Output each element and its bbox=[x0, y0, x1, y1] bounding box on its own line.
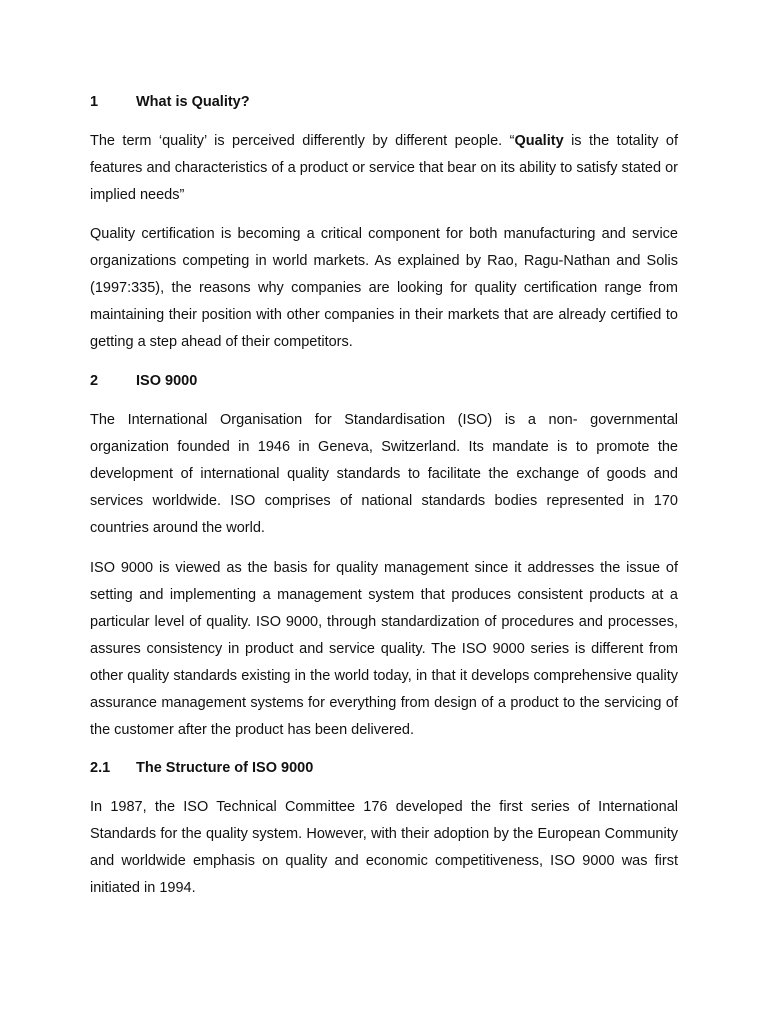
paragraph-quality-definition bbox=[90, 128, 678, 209]
section-heading-1 bbox=[90, 94, 250, 110]
definition-rest: is the totality of features and characteristics of a product or service that bear on its ability to satisfy stated or implied needs” bbox=[90, 133, 678, 203]
section-heading-2-1 bbox=[90, 760, 313, 776]
paragraph-certification: Quality certification is becoming a critical component for both manufacturing and service organizations competing in world markets. As explained by Rao, Ragu-Nathan and Solis (1997:335), the reasons why companies are looking for quality certification range from maintaining their position with other companies in their markets that are already certified to getting a step ahead of their competitors. bbox=[90, 226, 678, 350]
section-title: ISO 9000 bbox=[136, 373, 198, 389]
section-number: 2 bbox=[90, 373, 99, 389]
paragraph-iso-structure: In 1987, the ISO Technical Committee 176 developed the first series of International Standards for the quality system. However, with their adoption by the European Community and worldwide emphasis on quality and economic competitiveness, ISO 9000 was first initiated in 1994. bbox=[90, 799, 678, 896]
section-heading-2 bbox=[90, 373, 197, 389]
definition-term: Quality bbox=[514, 133, 564, 149]
section-number: 1 bbox=[90, 94, 99, 110]
paragraph-iso-organisation: The International Organisation for Standardisation (ISO) is a non- governmental organization founded in 1946 in Geneva, Switzerland. Its mandate is to promote the development of international quality standards to facilitate the exchange of goods and services worldwide. ISO comprises of national standards bodies represented in 170 countries around the world. bbox=[90, 412, 678, 536]
paragraph-iso-9000-basis: ISO 9000 is viewed as the basis for quality management since it addresses the issue of setting and implementing a management system that produces consistent products at a particular level of quality. ISO 9000, through standardization of procedures and processes, assures consistency in product and service quality. The ISO 9000 series is different from other quality standards existing in the world today, in that it develops comprehensive quality assurance management systems for everything from design of a product to the servicing of the customer after the product has been delivered. bbox=[90, 560, 678, 738]
section-title: The Structure of ISO 9000 bbox=[136, 760, 314, 776]
section-title: What is Quality? bbox=[136, 94, 250, 110]
definition-intro: The term ‘quality’ is perceived differently by different people. “ bbox=[90, 133, 515, 149]
section-number: 2.1 bbox=[90, 760, 111, 776]
